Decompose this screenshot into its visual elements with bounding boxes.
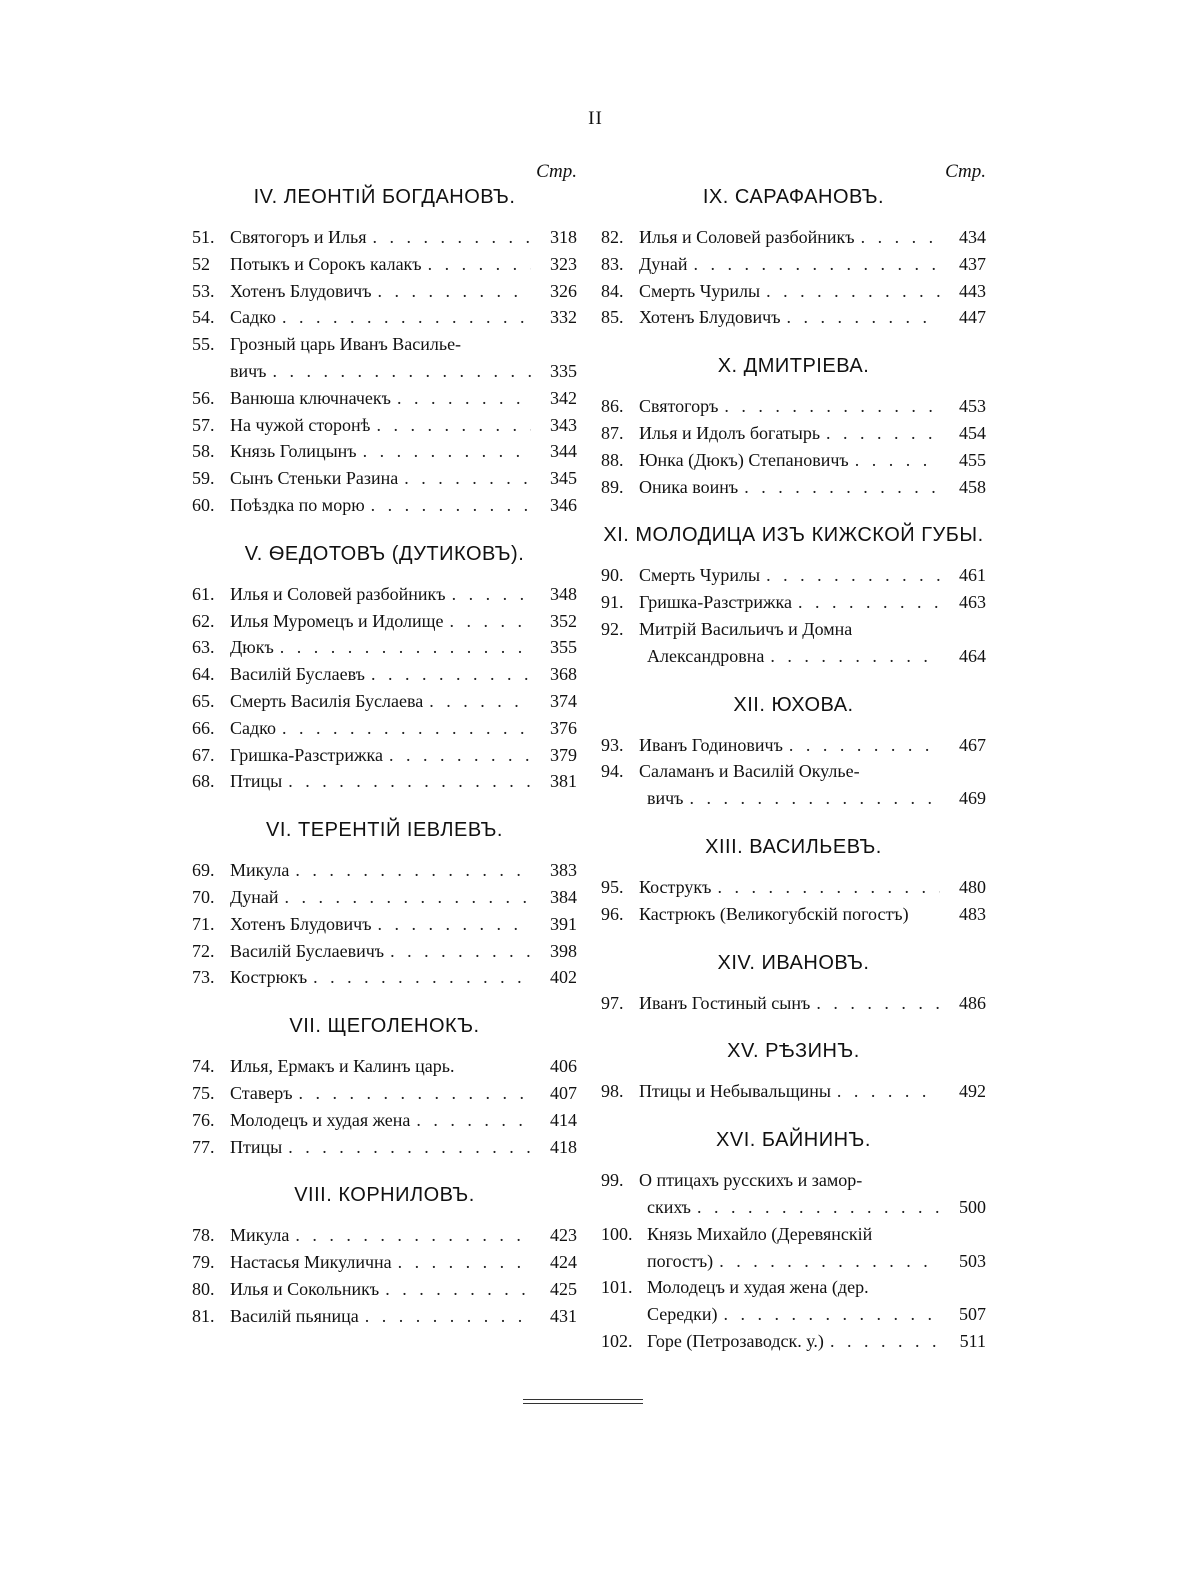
dot-leader: [299, 1080, 531, 1107]
dot-leader: [280, 634, 531, 661]
toc-entry[interactable]: [192, 1249, 577, 1276]
entry-page-number: 348: [550, 583, 577, 604]
entry-title: Митрій Васильичъ и Домна: [639, 618, 853, 639]
toc-entry[interactable]: [192, 581, 577, 608]
entry-title: Илья и Соловей разбойникъ: [639, 227, 855, 247]
entry-page-number: 437: [959, 253, 986, 274]
page-column-header: Стр.: [536, 161, 577, 182]
dot-leader: [397, 385, 531, 412]
end-rule: [523, 1399, 643, 1407]
toc-entry[interactable]: [601, 393, 986, 420]
entry-title: Василій Буслаевичъ: [230, 940, 385, 961]
entry-number: 97.: [601, 992, 624, 1013]
toc-section: [192, 541, 577, 795]
entry-number: 83.: [601, 253, 624, 274]
entry-title: Садко: [230, 307, 276, 328]
entry-page-number: 423: [550, 1225, 577, 1246]
entry-page-number: 463: [959, 592, 986, 613]
dot-leader: [288, 768, 531, 795]
dot-leader: [429, 688, 531, 715]
toc-entry[interactable]: [192, 911, 577, 938]
section-title: X. ДМИТРІЕВА.: [717, 355, 870, 378]
dot-leader: [789, 732, 940, 759]
dot-leader: [282, 715, 531, 742]
entry-page-number: 464: [959, 645, 986, 666]
entry-title: Микула: [230, 860, 290, 881]
entry-number: 61.: [192, 583, 215, 604]
entry-number: 70.: [192, 886, 215, 907]
entry-title-continuation: вичъ: [647, 788, 684, 809]
toc-section: [601, 692, 986, 812]
toc-entry[interactable]: [192, 857, 577, 884]
entry-page-number: 424: [550, 1252, 577, 1273]
section-title: XV. РѢЗИНЪ.: [727, 1040, 860, 1063]
dot-leader: [376, 412, 531, 439]
page-number: II: [588, 108, 603, 129]
entry-page-number: 500: [959, 1196, 986, 1217]
toc-section: [601, 1127, 986, 1355]
entry-number: 80.: [192, 1278, 215, 1299]
dot-leader: [816, 990, 940, 1017]
section-title: XII. ЮХОВА.: [733, 693, 854, 716]
entry-number: 64.: [192, 664, 215, 685]
entry-page-number: 461: [959, 565, 986, 586]
entry-number: 65.: [192, 690, 215, 711]
toc-entry[interactable]: [192, 1303, 577, 1330]
toc-entry[interactable]: [192, 412, 577, 439]
toc-entry[interactable]: [192, 278, 577, 305]
entry-number: 66.: [192, 717, 215, 738]
entry-number: 82.: [601, 227, 624, 247]
entry-title: Птицы: [230, 1136, 283, 1157]
entry-number: 73.: [192, 967, 215, 988]
toc-entry[interactable]: [192, 331, 577, 385]
toc-entry[interactable]: [601, 1274, 986, 1328]
section-title: XI. МОЛОДИЦА ИЗЪ КИЖСКОЙ ГУБЫ.: [603, 524, 984, 547]
toc-entry[interactable]: [601, 758, 986, 812]
dot-leader: [295, 857, 531, 884]
entry-number: 86.: [601, 396, 624, 417]
toc-entry[interactable]: [601, 420, 986, 447]
entry-number: 91.: [601, 592, 624, 613]
toc-entry[interactable]: [601, 990, 986, 1017]
toc-section: [601, 950, 986, 1017]
entry-title: Птицы: [230, 771, 283, 792]
entry-page-number: 483: [959, 903, 986, 924]
entry-page-number: 342: [550, 387, 577, 408]
entry-page-number: 480: [959, 876, 986, 897]
entry-page-number: 344: [550, 441, 577, 462]
entry-title-continuation: Середки): [647, 1304, 718, 1325]
entry-page-number: 453: [959, 396, 986, 417]
section-title: XIII. ВАСИЛЬЕВЪ.: [705, 835, 882, 858]
dot-leader: [826, 420, 940, 447]
section-title: IV. ЛЕОНТІЙ БОГДАНОВЪ.: [253, 186, 516, 208]
entry-number: 52: [192, 253, 210, 274]
entry-page-number: 381: [550, 771, 577, 792]
toc-entry[interactable]: [601, 901, 986, 928]
entry-page-number: 323: [550, 253, 577, 274]
entry-page-number: 318: [550, 227, 577, 247]
entry-page-number: 407: [550, 1082, 577, 1103]
entry-page-number: 418: [550, 1136, 577, 1157]
dot-leader: [697, 1194, 940, 1221]
toc-entry[interactable]: [192, 1080, 577, 1107]
entry-number: 93.: [601, 734, 624, 755]
entry-number: 85.: [601, 307, 624, 328]
entry-title: Смерть Василія Буслаева: [230, 690, 424, 711]
entry-title: Хотенъ Блудовичъ: [639, 307, 781, 328]
toc-entry[interactable]: [601, 1221, 986, 1275]
toc-entry[interactable]: [192, 884, 577, 911]
entry-title: На чужой сторонѣ: [230, 414, 371, 435]
toc-section: [601, 184, 986, 331]
dot-leader: [288, 1134, 531, 1161]
dot-leader: [398, 1249, 531, 1276]
entry-title: Садко: [230, 717, 276, 738]
entry-page-number: 368: [550, 664, 577, 685]
toc-section: [192, 1013, 577, 1160]
entry-title: Иванъ Гостиный сынъ: [639, 992, 811, 1013]
section-title: IX. САРАФАНОВЪ.: [702, 186, 885, 208]
section-title: XIV. ИВАНОВЪ.: [717, 951, 870, 974]
entry-page-number: 425: [550, 1278, 577, 1299]
dot-leader: [787, 304, 940, 331]
toc-section: [601, 1038, 986, 1105]
toc-entry[interactable]: [192, 385, 577, 412]
entry-number: 99.: [601, 1170, 624, 1191]
entry-number: 84.: [601, 280, 624, 301]
toc-entry[interactable]: [192, 304, 577, 331]
entry-title: Горе (Петрозаводск. у.): [647, 1330, 824, 1351]
entry-title: Саламанъ и Василій Окулье-: [639, 761, 860, 782]
entry-page-number: 332: [550, 307, 577, 328]
entry-page-number: 391: [550, 913, 577, 934]
entry-page-number: 398: [550, 940, 577, 961]
dot-leader: [450, 608, 531, 635]
entry-page-number: 414: [550, 1109, 577, 1130]
entry-number: 76.: [192, 1109, 215, 1130]
entry-title: Дунай: [639, 253, 688, 274]
dot-leader: [837, 1078, 940, 1105]
toc-section: [601, 522, 986, 669]
entry-title: Поѣздка по морю: [230, 494, 365, 515]
toc-entry[interactable]: [192, 438, 577, 465]
entry-number: 55.: [192, 334, 215, 355]
entry-title: Гришка-Разстрижка: [230, 744, 383, 765]
toc-entry[interactable]: [192, 1134, 577, 1161]
entry-number: 54.: [192, 307, 215, 328]
entry-page-number: 507: [959, 1304, 986, 1325]
toc-entry[interactable]: [192, 768, 577, 795]
section-title: XVI. БАЙНИНЪ.: [716, 1129, 871, 1152]
entry-title: Святогоръ и Илья: [230, 227, 367, 247]
toc-entry[interactable]: [192, 1053, 577, 1080]
entry-title: Смерть Чурилы: [639, 565, 761, 586]
toc-right-column: [601, 160, 986, 1377]
toc-left-column: [192, 160, 577, 1352]
toc-section: [192, 817, 577, 991]
entry-number: 100.: [601, 1223, 633, 1244]
entry-number: 89.: [601, 476, 624, 497]
toc-section: [192, 1182, 577, 1329]
toc-entry[interactable]: [601, 874, 986, 901]
entry-number: 60.: [192, 494, 215, 515]
toc-entry[interactable]: [192, 742, 577, 769]
dot-leader: [724, 1301, 941, 1328]
toc-entry[interactable]: [192, 492, 577, 519]
entry-number: 87.: [601, 422, 624, 443]
entry-title: Настасья Микулична: [230, 1252, 392, 1273]
entry-title: Молодецъ и худая жена (дер.: [647, 1277, 869, 1298]
dot-leader: [694, 251, 940, 278]
toc-entry[interactable]: [192, 715, 577, 742]
entry-number: 94.: [601, 761, 624, 782]
entry-page-number: 345: [550, 468, 577, 489]
entry-page-number: 454: [959, 422, 986, 443]
entry-page-number: 492: [959, 1081, 986, 1102]
entry-number: 92.: [601, 618, 624, 639]
toc-entry[interactable]: [601, 562, 986, 589]
entry-number: 56.: [192, 387, 215, 408]
entry-page-number: 434: [959, 227, 986, 247]
entry-number: 62.: [192, 610, 215, 631]
entry-number: 96.: [601, 903, 624, 924]
entry-page-number: 343: [550, 414, 577, 435]
entry-title: Сынъ Стеньки Разина: [230, 468, 399, 489]
entry-title: Илья, Ермакъ и Калинъ царь.: [230, 1056, 455, 1077]
entry-title: Илья Муромецъ и Идолище: [230, 610, 444, 631]
entry-title: Дунай: [230, 886, 279, 907]
dot-leader: [389, 742, 531, 769]
entry-number: 79.: [192, 1252, 215, 1273]
entry-page-number: 511: [959, 1330, 986, 1351]
entry-page-number: 384: [550, 886, 577, 907]
entry-page-number: 447: [959, 307, 986, 328]
entry-page-number: 374: [550, 690, 577, 711]
entry-page-number: 443: [959, 280, 986, 301]
entry-title: Ванюша ключначекъ: [230, 387, 391, 408]
entry-number: 102.: [601, 1330, 633, 1351]
entry-page-number: 355: [550, 637, 577, 658]
entry-title: Дюкъ: [230, 637, 274, 658]
toc-section: [192, 184, 577, 519]
section-title: V. ѲЕДОТОВЪ (ДУТИКОВЪ).: [244, 542, 525, 565]
entry-page-number: 455: [959, 449, 986, 470]
toc-entry[interactable]: [601, 278, 986, 305]
toc-entry[interactable]: [192, 634, 577, 661]
entry-number: 69.: [192, 860, 215, 881]
dot-leader: [363, 438, 531, 465]
entry-title: Князь Михайло (Деревянскій: [647, 1223, 873, 1244]
entry-page-number: 379: [550, 744, 577, 765]
dot-leader: [371, 492, 531, 519]
entry-number: 59.: [192, 468, 215, 489]
entry-title: Смерть Чурилы: [639, 280, 761, 301]
entry-number: 75.: [192, 1082, 215, 1103]
page-column-header: Стр.: [945, 161, 986, 182]
dot-leader: [724, 393, 940, 420]
dot-leader: [373, 224, 531, 251]
dot-leader: [766, 278, 940, 305]
dot-leader: [855, 447, 940, 474]
entry-title: О птицахъ русскихъ и замор-: [639, 1170, 863, 1191]
entry-title: Молодецъ и худая жена: [230, 1109, 411, 1130]
toc-entry[interactable]: [601, 251, 986, 278]
toc-entry[interactable]: [601, 474, 986, 501]
toc-entry[interactable]: [192, 661, 577, 688]
entry-number: 53.: [192, 280, 215, 301]
dot-leader: [378, 911, 531, 938]
entry-title-continuation: Александровна: [647, 645, 765, 666]
entry-number: 90.: [601, 565, 624, 586]
dot-leader: [690, 785, 941, 812]
entry-number: 68.: [192, 771, 215, 792]
toc-entry[interactable]: [601, 1328, 986, 1355]
toc-entry[interactable]: [192, 1276, 577, 1303]
entry-number: 78.: [192, 1225, 215, 1246]
dot-leader: [282, 304, 531, 331]
toc-entry[interactable]: [192, 1222, 577, 1249]
entry-number: 77.: [192, 1136, 215, 1157]
entry-page-number: 486: [959, 992, 986, 1013]
dot-leader: [273, 358, 532, 385]
dot-leader: [365, 1303, 531, 1330]
entry-title: Хотенъ Блудовичъ: [230, 913, 372, 934]
entry-title: Князь Голицынъ: [230, 441, 357, 462]
entry-number: 88.: [601, 449, 624, 470]
entry-page-number: 346: [550, 494, 577, 515]
entry-number: 58.: [192, 441, 215, 462]
entry-title: Илья и Идолъ богатырь: [639, 422, 821, 443]
entry-page-number: 335: [550, 360, 577, 381]
toc-entry[interactable]: [192, 224, 577, 251]
dot-leader: [861, 224, 940, 251]
entry-number: 71.: [192, 913, 215, 934]
toc-entry[interactable]: [601, 1078, 986, 1105]
entry-title: Ставеръ: [230, 1082, 293, 1103]
entry-title: Грозный царь Иванъ Василье-: [230, 334, 462, 355]
dot-leader: [285, 884, 531, 911]
dot-leader: [770, 643, 940, 670]
entry-page-number: 383: [550, 860, 577, 881]
entry-title: Хотенъ Блудовичъ: [230, 280, 372, 301]
entry-page-number: 458: [959, 476, 986, 497]
entry-number: 57.: [192, 414, 215, 435]
entry-page-number: 431: [550, 1305, 577, 1326]
entry-title: Гришка-Разстрижка: [639, 592, 792, 613]
toc-entry[interactable]: [601, 732, 986, 759]
dot-leader: [404, 465, 531, 492]
dot-leader: [416, 1107, 531, 1134]
entry-number: 101.: [601, 1277, 633, 1298]
entry-number: 74.: [192, 1056, 215, 1077]
toc-entry[interactable]: [192, 465, 577, 492]
entry-number: 95.: [601, 876, 624, 897]
entry-title-continuation: скихъ: [647, 1196, 691, 1217]
entry-title: Святогоръ: [639, 396, 719, 417]
section-title: VII. ЩЕГОЛЕНОКЪ.: [289, 1015, 480, 1038]
entry-title: Кастрюкъ (Великогубскій погостъ): [639, 903, 909, 924]
dot-leader: [717, 874, 940, 901]
dot-leader: [313, 964, 531, 991]
toc-entry[interactable]: [601, 304, 986, 331]
toc-entry[interactable]: [192, 251, 577, 278]
toc-section: [601, 834, 986, 928]
dot-leader: [830, 1328, 940, 1355]
entry-title: Иванъ Годиновичъ: [639, 734, 783, 755]
entry-page-number: 503: [959, 1250, 986, 1271]
toc-entry[interactable]: [192, 964, 577, 991]
entry-page-number: 467: [959, 734, 986, 755]
entry-title: Василій пьяница: [230, 1305, 359, 1326]
toc-entry[interactable]: [192, 608, 577, 635]
entry-page-number: 406: [550, 1056, 577, 1077]
entry-title: Илья и Соловей разбойникъ: [230, 583, 446, 604]
entry-title: Оника воинъ: [639, 476, 739, 497]
toc-entry[interactable]: [601, 589, 986, 616]
entry-title: Микула: [230, 1225, 290, 1246]
dot-leader: [295, 1222, 531, 1249]
dot-leader: [766, 562, 940, 589]
entry-number: 98.: [601, 1081, 624, 1102]
entry-number: 63.: [192, 637, 215, 658]
entry-title: Юнка (Дюкъ) Степановичъ: [639, 449, 849, 470]
entry-page-number: 352: [550, 610, 577, 631]
entry-number: 67.: [192, 744, 215, 765]
dot-leader: [744, 474, 940, 501]
entry-title: Илья и Сокольникъ: [230, 1278, 380, 1299]
entry-number: 51.: [192, 227, 215, 247]
entry-title: Василій Буслаевъ: [230, 664, 365, 685]
section-title: VIII. КОРНИЛОВЪ.: [294, 1184, 475, 1207]
dot-leader: [378, 278, 531, 305]
dot-leader: [385, 1276, 531, 1303]
dot-leader: [371, 661, 531, 688]
toc-entry[interactable]: [601, 224, 986, 251]
toc-entry[interactable]: [192, 938, 577, 965]
entry-number: 81.: [192, 1305, 215, 1326]
entry-title: Потыкъ и Сорокъ калакъ: [230, 253, 422, 274]
toc-entry[interactable]: [192, 688, 577, 715]
dot-leader: [719, 1248, 940, 1275]
toc-entry[interactable]: [192, 1107, 577, 1134]
dot-leader: [798, 589, 940, 616]
entry-title: Птицы и Небывальщины: [639, 1081, 831, 1102]
entry-page-number: 469: [959, 788, 986, 809]
dot-leader: [428, 251, 531, 278]
toc-entry[interactable]: [601, 1167, 986, 1221]
entry-title-continuation: погостъ): [647, 1250, 714, 1271]
toc-section: [601, 353, 986, 500]
section-title: VI. ТЕРЕНТІЙ ІЕВЛЕВЪ.: [266, 819, 503, 842]
entry-page-number: 402: [550, 967, 577, 988]
toc-entry[interactable]: [601, 447, 986, 474]
dot-leader: [452, 581, 531, 608]
entry-number: 72.: [192, 940, 215, 961]
entry-page-number: 326: [550, 280, 577, 301]
entry-title: Кострукъ: [639, 876, 712, 897]
entry-page-number: 376: [550, 717, 577, 738]
toc-entry[interactable]: [601, 616, 986, 670]
entry-title: Кострюкъ: [230, 967, 308, 988]
entry-title-continuation: вичъ: [230, 360, 267, 381]
dot-leader: [390, 938, 531, 965]
